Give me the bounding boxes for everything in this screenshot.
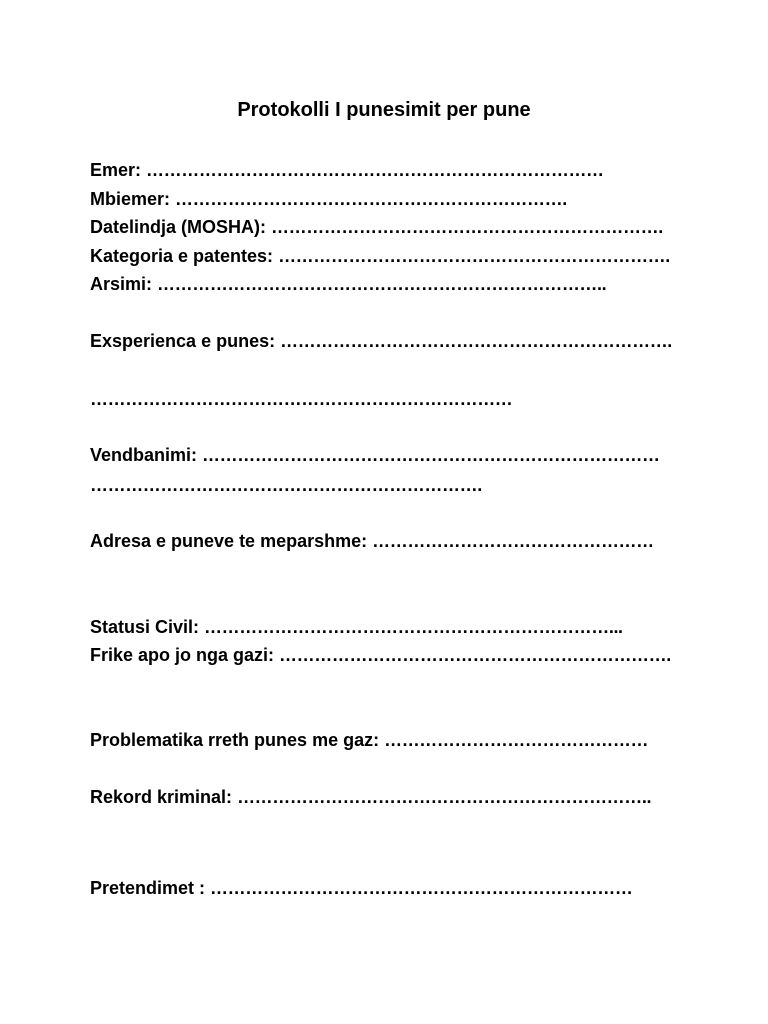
fill-line: ………………………………………………………….: [278, 246, 670, 266]
fill-line: ………………………………………………………….: [271, 217, 663, 237]
fill-line: ………………………………………: [384, 730, 649, 750]
fill-line: ……………………………………………………………………: [202, 445, 660, 465]
field-label: Problematika rreth punes me gaz:: [90, 730, 380, 750]
fill-line: ……………………………………………………………..: [237, 787, 652, 807]
field-frike-gazi: [90, 643, 671, 667]
field-statusi-civil: [90, 615, 623, 639]
field-mbiemer: [90, 187, 567, 211]
fill-line: …………………………………………: [372, 531, 654, 551]
field-adresa-puneve: [90, 529, 654, 553]
field-label: Datelindja (MOSHA):: [90, 217, 267, 237]
field-label: Adresa e puneve te meparshme:: [90, 531, 368, 551]
field-label: Emer:: [90, 160, 142, 180]
field-rekord-kriminal: [90, 785, 651, 809]
fill-line: …………………………………………………………………..: [157, 274, 607, 294]
field-vendbanimi: [90, 443, 660, 467]
field-exsperienca: [90, 329, 672, 353]
field-label: Mbiemer:: [90, 189, 171, 209]
field-datelindja: [90, 215, 663, 239]
fill-line: ………………………………………………………………: [90, 389, 513, 409]
fill-line: ………………………………………………………….: [175, 189, 567, 209]
field-label: Rekord kriminal:: [90, 787, 233, 807]
field-exsperienca-continuation: [90, 387, 512, 411]
fill-line: ………………………………………………………………: [210, 878, 633, 898]
fill-line: ………………………………………………………….: [279, 645, 671, 665]
field-arsimi: [90, 272, 606, 296]
field-kategoria-patentes: [90, 244, 670, 268]
fill-line: ………………………………………………………….: [280, 331, 672, 351]
field-emer: [90, 158, 604, 182]
document-title: Protokolli I punesimit per pune: [237, 99, 531, 121]
fill-line: ……………………………………………………………………: [146, 160, 604, 180]
field-vendbanimi-continuation: [90, 473, 482, 497]
field-label: Vendbanimi:: [90, 445, 198, 465]
field-label: Kategoria e patentes:: [90, 246, 274, 266]
fill-line: ………………………………………………………….: [90, 475, 482, 495]
field-label: Arsimi:: [90, 274, 153, 294]
field-label: Frike apo jo nga gazi:: [90, 645, 275, 665]
field-label: Pretendimet :: [90, 878, 206, 898]
field-label: Statusi Civil:: [90, 617, 200, 637]
fill-line: ……………………………………………………………...: [204, 617, 623, 637]
field-problematika: [90, 728, 648, 752]
field-label: Exsperienca e punes:: [90, 331, 276, 351]
field-pretendimet: [90, 876, 632, 900]
